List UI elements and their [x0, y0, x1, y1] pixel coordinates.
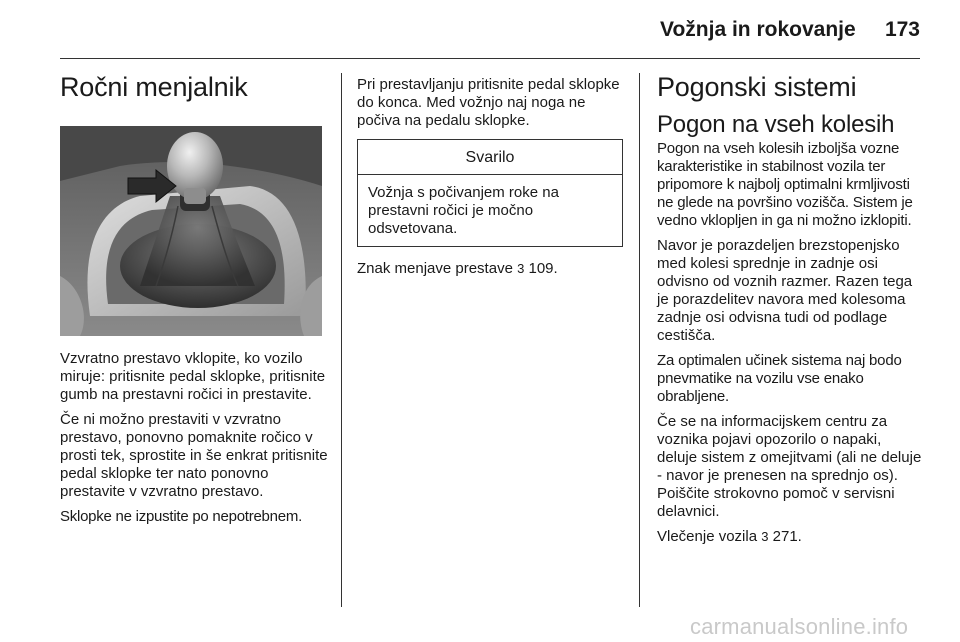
header-rule	[60, 58, 920, 59]
paragraph: Sklopke ne izpustite po nepotrebnem.	[60, 508, 302, 525]
paragraph: Pogon na vseh kolesih izboljša vozne karakteristike in stabilnost vozila ter pripomore k najbolj optimalni krmljivosti ne glede na površino vozišča. Sistem je vedno vklopljen in ga ni možno izklopiti.	[657, 140, 913, 229]
paragraph: Če se na informacijskem centru za voznika pojavi opozorilo o napaki, deluje sistem z omejitvami (ali ne deluje - navor je prenesen na sprednjo os). Poiščite strokovno pomoč v servisni delavnici.	[657, 413, 922, 520]
column-2	[357, 76, 623, 285]
section-heading-manual-transmission: Ročni menjalnik	[60, 72, 248, 102]
warning-text: Vožnja s počivanjem roke na prestavni ročici je močno odsvetovana.	[368, 184, 559, 237]
watermark: carmanualsonline.info	[690, 614, 909, 639]
warning-title: Svarilo	[358, 140, 622, 175]
column-3	[657, 70, 922, 553]
page-reference-arrow-icon: 3	[517, 261, 525, 276]
page-header-title: Vožnja in rokovanje	[660, 18, 856, 41]
paragraph: Če ni možno prestaviti v vzvratno prestavo, ponovno pomaknite ročico v prosti tek, sprostite in še enkrat pritisnite pedal sklopke ter nato ponovno prestavite v vzvratno prestavo.	[60, 411, 328, 500]
column-divider-1	[341, 73, 342, 607]
page-number: 173	[884, 18, 920, 41]
gear-shift-illustration	[60, 126, 322, 336]
subsection-heading-all-wheel-drive: Pogon na vseh kolesih	[657, 111, 895, 138]
cross-reference	[657, 528, 922, 546]
reference-page: 271.	[772, 528, 802, 545]
paragraph: Pri prestavljanju pritisnite pedal sklopke do konca. Med vožnjo naj noga ne počiva na pedalu sklopke.	[357, 76, 620, 129]
paragraph: Vzvratno prestavo vklopite, ko vozilo miruje: pritisnite pedal sklopke, pritisnite gumb na prestavni ročici in prestavite.	[60, 350, 326, 403]
paragraph: Za optimalen učinek sistema naj bodo pnevmatike na vozilu vse enako obrabljene.	[657, 352, 902, 405]
reference-text: Vlečenje vozila	[657, 528, 758, 545]
reference-text: Znak menjave prestave	[357, 260, 513, 277]
warning-box	[357, 139, 623, 247]
page-reference-arrow-icon: 3	[761, 529, 769, 544]
gear-shift-image	[60, 126, 322, 336]
cross-reference	[357, 260, 623, 278]
section-heading-drive-systems: Pogonski sistemi	[657, 72, 857, 102]
column-1	[60, 70, 328, 533]
reference-page: 109.	[528, 260, 558, 277]
column-divider-2	[639, 73, 640, 607]
paragraph: Navor je porazdeljen brezstopenjsko med kolesi sprednje in zadnje osi odvisno od voznih razmer. Razen tega je porazdelitev navora med kolesoma zadnje osi odvisna tudi od podlage cestišča.	[657, 237, 913, 344]
